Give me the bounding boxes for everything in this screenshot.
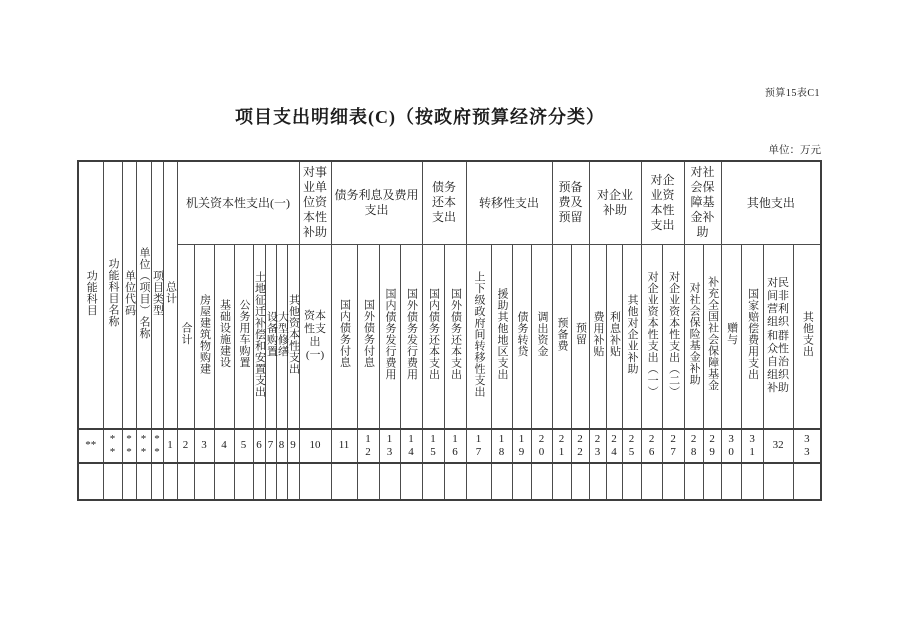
column-header-label: 公务用车购置 (238, 299, 250, 369)
column-code-cell: 4 (214, 429, 234, 463)
group-header-cell (177, 161, 299, 244)
column-header-cell (622, 244, 641, 429)
column-code-cell: 3 (194, 429, 214, 463)
column-header-cell (331, 244, 357, 429)
column-header-label: 国内债务付息 (338, 299, 351, 369)
column-code-cell: 3 1 (741, 429, 763, 463)
group-header-cell (466, 161, 552, 244)
column-code-cell: 1 7 (466, 429, 491, 463)
data-cell (703, 463, 721, 500)
page-title: 项目支出明细表(C)（按政府预算经济分类） (235, 107, 605, 127)
data-cell (622, 463, 641, 500)
doc-code: 预算15表C1 (764, 88, 820, 99)
column-code-cell: 3 3 (793, 429, 821, 463)
column-header-cell (357, 244, 379, 429)
group-header-label: 债务利息及费用支出 (334, 187, 419, 217)
column-header-label: 对企业资本性支出（一） (646, 270, 659, 397)
data-cell (265, 463, 276, 500)
group-header-label: 机关资本性支出(一) (186, 195, 290, 210)
column-header-label: 设备购置 (265, 310, 278, 357)
column-header-cell (103, 161, 122, 429)
budget-table-body (78, 161, 821, 500)
column-header-cell (512, 244, 531, 429)
column-header-label: 对社会保险基金补助 (688, 282, 701, 386)
column-header-cell (299, 244, 331, 429)
column-header-label: 大型修缮 (276, 310, 289, 357)
column-header-cell (379, 244, 400, 429)
column-code-cell: 32 (763, 429, 793, 463)
group-header-label: 对社会保障基金补助 (690, 165, 715, 240)
column-header-cell (265, 244, 276, 429)
column-header-cell (177, 244, 194, 429)
column-header-label: 项目类型 (151, 269, 164, 316)
group-header-cell (641, 161, 684, 244)
column-header-label: 预留 (574, 322, 587, 346)
column-header-cell (641, 244, 662, 429)
column-code-cell: 9 (287, 429, 299, 463)
column-header-cell (422, 244, 444, 429)
budget-table (77, 160, 822, 501)
column-code-cell: ** (78, 429, 103, 463)
data-cell (276, 463, 287, 500)
column-code-cell: 2 9 (703, 429, 721, 463)
data-cell (163, 463, 177, 500)
group-header-label: 预备费及预留 (558, 180, 583, 225)
column-code-cell: * * (103, 429, 122, 463)
column-header-cell (491, 244, 512, 429)
column-header-label: 利息补贴 (608, 310, 621, 357)
column-code-cell: 2 5 (622, 429, 641, 463)
column-code-cell: 2 7 (662, 429, 684, 463)
data-cell (151, 463, 163, 500)
column-code-cell: * * (151, 429, 163, 463)
group-header-label: 其他支出 (746, 195, 795, 210)
data-cell (78, 463, 103, 500)
group-header-label: 对企业补助 (597, 187, 634, 217)
column-code-cell: 2 6 (641, 429, 662, 463)
data-cell (444, 463, 466, 500)
column-header-cell (276, 244, 287, 429)
column-header-label: 单位代码 (123, 269, 136, 316)
column-code-cell: 1 (163, 429, 177, 463)
column-header-label: 补充全国社会保障基金 (706, 276, 719, 392)
column-header-label: 其他对企业补助 (626, 293, 639, 374)
group-header-cell (721, 161, 821, 244)
column-header-cell (287, 244, 299, 429)
data-cell (253, 463, 265, 500)
unit-note: 单位：万元 (768, 145, 821, 156)
column-header-cell (703, 244, 721, 429)
data-cell (571, 463, 589, 500)
column-header-cell (214, 244, 234, 429)
column-code-cell: 1 2 (357, 429, 379, 463)
column-code-cell: 7 (265, 429, 276, 463)
column-header-cell (253, 244, 265, 429)
column-header-cell (136, 161, 151, 429)
column-header-label: 国内债务发行费用 (384, 287, 396, 380)
column-code-cell: 2 (177, 429, 194, 463)
column-code-cell: 2 4 (606, 429, 622, 463)
column-header-label: 预备费 (556, 316, 569, 351)
column-header-cell (78, 161, 103, 429)
column-header-cell (552, 244, 571, 429)
column-code-cell: * * (136, 429, 151, 463)
column-header-label: 对企业资本性支出（二） (667, 270, 680, 397)
data-cell (357, 463, 379, 500)
column-header-label: 赠与 (725, 322, 738, 346)
data-cell (331, 463, 357, 500)
data-cell (299, 463, 331, 500)
column-code-cell: 2 8 (684, 429, 703, 463)
column-header-cell (194, 244, 214, 429)
data-cell (741, 463, 763, 500)
data-cell (793, 463, 821, 500)
column-code-cell: * * (122, 429, 136, 463)
data-cell (512, 463, 531, 500)
column-code-cell: 10 (299, 429, 331, 463)
data-cell (214, 463, 234, 500)
group-header-cell (684, 161, 721, 244)
column-header-cell (444, 244, 466, 429)
column-header-cell (741, 244, 763, 429)
data-cell (552, 463, 571, 500)
column-header-cell (763, 244, 793, 429)
column-header-label: 国内债务还本支出 (427, 287, 440, 380)
column-code-cell: 2 3 (589, 429, 606, 463)
column-header-label: 国外债务付息 (362, 299, 375, 369)
data-cell (466, 463, 491, 500)
column-header-label: 单位（项目）名称 (138, 246, 150, 339)
group-header-cell (299, 161, 331, 244)
column-code-cell: 2 1 (552, 429, 571, 463)
column-code-cell: 6 (253, 429, 265, 463)
data-cell (379, 463, 400, 500)
column-header-cell (662, 244, 684, 429)
group-header-cell (331, 161, 422, 244)
column-code-cell: 1 8 (491, 429, 512, 463)
column-header-label: 其他资本性支出 (287, 293, 300, 374)
column-code-cell: 5 (234, 429, 253, 463)
group-header-cell (422, 161, 466, 244)
column-code-cell: 2 2 (571, 429, 589, 463)
group-header-label: 对企业资本性支出 (650, 172, 675, 232)
data-cell (234, 463, 253, 500)
data-cell (684, 463, 703, 500)
group-header-cell (589, 161, 641, 244)
column-header-cell (589, 244, 606, 429)
data-cell (721, 463, 741, 500)
column-header-label: 功能科目名称 (107, 258, 119, 327)
column-header-label: 债务转贷 (516, 310, 529, 357)
column-header-label: 援助其他地区支出 (496, 287, 509, 380)
data-cell (531, 463, 552, 500)
column-header-label: 基础设施建设 (218, 299, 231, 369)
data-cell (641, 463, 662, 500)
column-header-cell (684, 244, 703, 429)
data-cell (606, 463, 622, 500)
column-header-label: 对民间非营利组织和群众性自治组织补助 (767, 276, 790, 395)
column-header-cell (793, 244, 821, 429)
data-cell (103, 463, 122, 500)
table-row (78, 463, 821, 500)
column-code-cell: 11 (331, 429, 357, 463)
column-header-label: 国外债务还本支出 (449, 287, 462, 380)
group-header-cell (552, 161, 589, 244)
column-header-label: 房屋建筑物购建 (198, 293, 211, 374)
column-header-label: 上下级政府间转移性支出 (473, 270, 486, 397)
data-cell (194, 463, 214, 500)
column-code-cell: 1 4 (400, 429, 422, 463)
data-cell (177, 463, 194, 500)
column-code-cell: 3 0 (721, 429, 741, 463)
column-header-label: 合计 (180, 322, 192, 346)
column-header-label: 功能科目 (85, 269, 98, 316)
column-header-cell (721, 244, 741, 429)
data-cell (287, 463, 299, 500)
column-header-label: 其他支出 (801, 310, 814, 357)
column-header-cell (531, 244, 552, 429)
data-cell (122, 463, 136, 500)
data-cell (400, 463, 422, 500)
data-cell (589, 463, 606, 500)
column-header-cell (234, 244, 253, 429)
column-header-cell (400, 244, 422, 429)
column-header-cell (606, 244, 622, 429)
column-code-cell: 1 6 (444, 429, 466, 463)
group-header-label: 转移性支出 (479, 195, 540, 210)
column-header-cell (571, 244, 589, 429)
column-header-cell (122, 161, 136, 429)
data-cell (491, 463, 512, 500)
group-header-label: 债务还本支出 (432, 180, 457, 225)
group-header-label: 对事业单位资本性补助 (302, 165, 327, 240)
column-header-label: 总计 (164, 281, 177, 304)
column-code-cell: 2 0 (531, 429, 552, 463)
data-cell (422, 463, 444, 500)
column-code-cell: 1 5 (422, 429, 444, 463)
column-header-label: 国家赔偿费用支出 (746, 287, 759, 380)
column-header-label: 费用补贴 (592, 310, 605, 357)
data-cell (136, 463, 151, 500)
column-header-label: 土地征迁补偿和安置支出 (253, 270, 266, 397)
data-cell (763, 463, 793, 500)
data-cell (662, 463, 684, 500)
column-header-label: 调出资金 (536, 310, 549, 357)
column-header-label: 国外债务发行费用 (405, 287, 418, 380)
column-header-cell (151, 161, 163, 429)
column-code-cell: 8 (276, 429, 287, 463)
column-code-cell: 1 9 (512, 429, 531, 463)
column-header-cell (163, 161, 177, 429)
column-header-label: 资本性支出 (一) (304, 309, 326, 362)
column-code-cell: 1 3 (379, 429, 400, 463)
column-header-cell (466, 244, 491, 429)
